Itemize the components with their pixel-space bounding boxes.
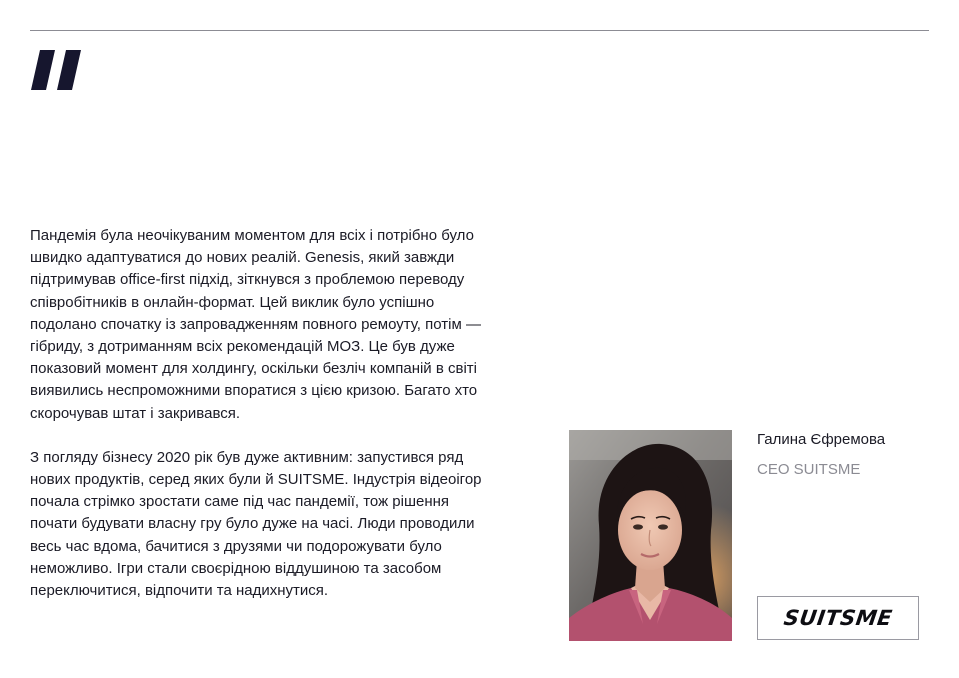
quote-paragraph: Пандемія була неочікуваним моментом для всіх і потрібно було швидко адаптуватися до нових реалій. Genesis, який завжди підтримував office-first підхід, зіткнувся з проблемою переводу співробітників в онлайн-формат. Цей виклик було успішно подолано спочатку із запровадженням повного ремоуту, потім — гібриду, з дотриманням всіх рекомендацій МОЗ. Це був дуже показовий момент для холдингу, оскільки безліч компаній в світі виявились неспроможними впоратися з цією кризою. Багато хто скорочував штат і закривався. (30, 227, 481, 422)
logo-text: SUITSME (782, 606, 894, 630)
author-name: Галина Єфремова (757, 431, 886, 448)
suitsme-logo (757, 596, 919, 640)
author-photo (569, 430, 732, 641)
quote-paragraph: З погляду бізнесу 2020 рік був дуже активним: запустився ряд нових продуктів, серед яких були й SUITSME. Індустрія відеоігор почала стрімко зростати саме під час пандемії, тож рішення почати будувати власну гру було дуже на часі. Люди проводили весь час вдома, бачитися з друзями чи подорожувати було неможливо. Ігри стали своєрідною віддушиною та засобом переключитися, відпочити та надихнутися. (30, 448, 482, 600)
quote-mark-icon (30, 50, 82, 90)
quote-text (30, 225, 500, 624)
top-divider (30, 30, 929, 31)
author-role: CEO SUITSME (757, 461, 861, 478)
